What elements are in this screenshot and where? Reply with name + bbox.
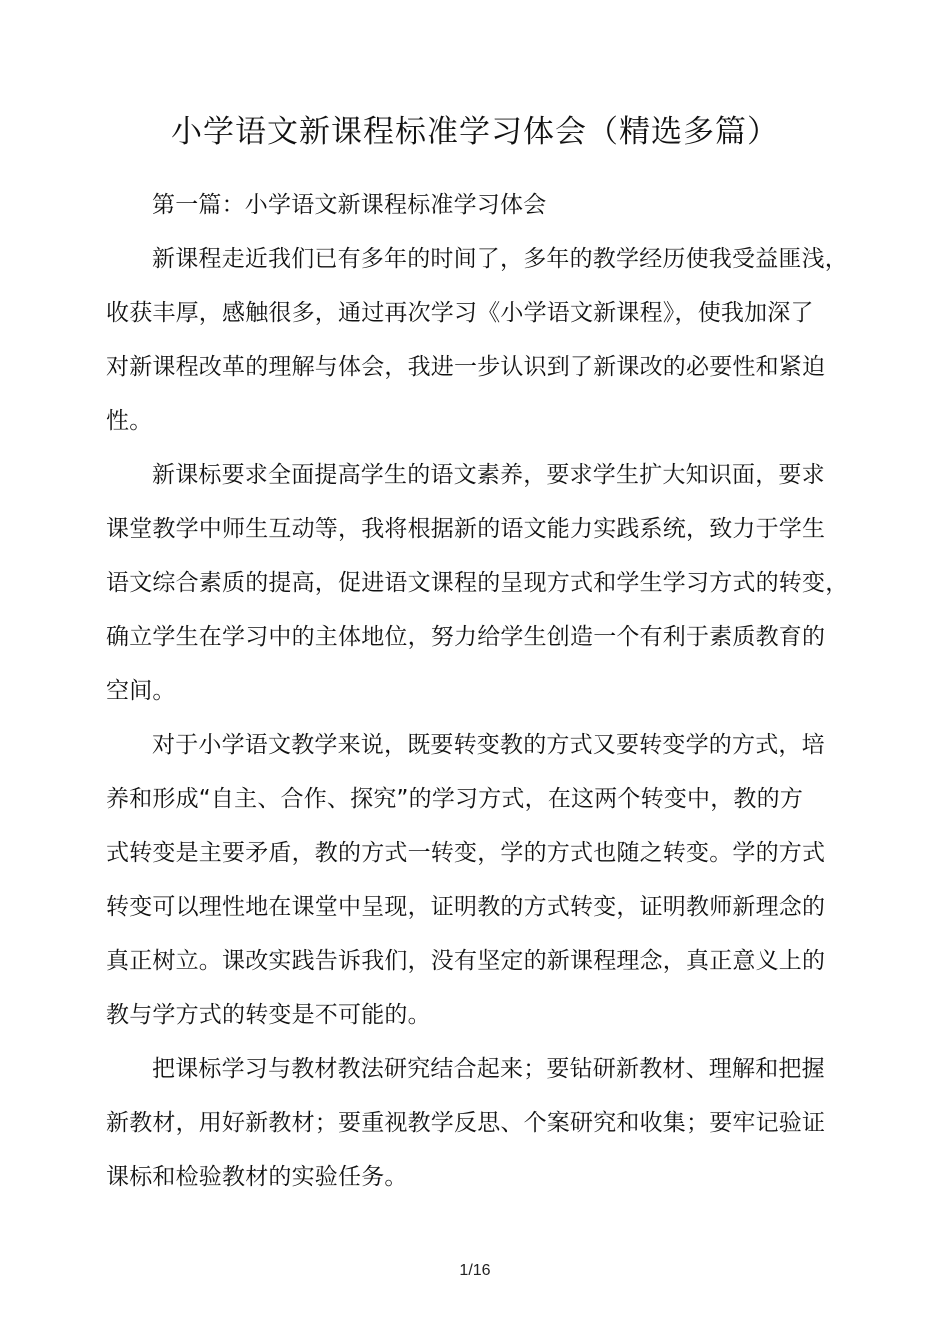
paragraph-2 [106,448,849,718]
paragraph-line: 新课标要求全面提高学生的语文素养，要求学生扩大知识面，要求 [152,462,825,488]
document-body [106,178,849,1204]
paragraph-line: 课标和检验教材的实验任务。 [106,1164,408,1190]
paragraph-line: 真正树立。课改实践告诉我们，没有坚定的新课程理念，真正意义上的 [106,948,826,974]
paragraph-line: 确立学生在学习中的主体地位，努力给学生创造一个有利于素质教育的 [106,624,826,650]
paragraph-1 [106,232,846,448]
paragraph-line: 新课程走近我们已有多年的时间了，多年的教学经历使我受益匪浅， [152,246,848,272]
paragraph-line: 新教材，用好新教材；要重视教学反思、个案研究和收集；要牢记验证 [106,1110,826,1136]
paragraph-line: 收获丰厚，感触很多，通过再次学习《小学语文新课程》，使我加深了 [106,300,814,326]
paragraph-line: 语文综合素质的提高，促进语文课程的呈现方式和学生学习方式的转变， [106,570,849,596]
paragraph-line: 对于小学语文教学来说，既要转变教的方式又要转变学的方式，培 [152,732,825,758]
document-title: 小学语文新课程标准学习体会（精选多篇） [171,114,779,150]
paragraph-line: 教与学方式的转变是不可能的。 [106,1002,431,1028]
paragraph-line: 转变可以理性地在课堂中呈现，证明教的方式转变，证明教师新理念的 [106,894,826,920]
paragraph-line: 课堂教学中师生互动等，我将根据新的语文能力实践系统，致力于学生 [106,516,826,542]
paragraph-line: 把课标学习与教材教法研究结合起来；要钻研新教材、理解和把握 [152,1056,825,1082]
paragraph-4 [106,1042,846,1204]
section-heading: 第一篇：小学语文新课程标准学习体会 [152,192,547,218]
paragraph-line: 性。 [106,408,153,434]
paragraph-line: 对新课程改革的理解与体会，我进一步认识到了新课改的必要性和紧迫 [106,354,826,380]
paragraph-line: 空间。 [106,678,176,704]
paragraph-3 [106,718,846,1042]
paragraph-line: 式转变是主要矛盾，教的方式一转变，学的方式也随之转变。学的方式 [106,840,826,866]
paragraph-line: 养和形成“自主、合作、探究”的学习方式，在这两个转变中，教的方 [106,786,804,812]
page-number: 1/16 [459,1262,491,1279]
